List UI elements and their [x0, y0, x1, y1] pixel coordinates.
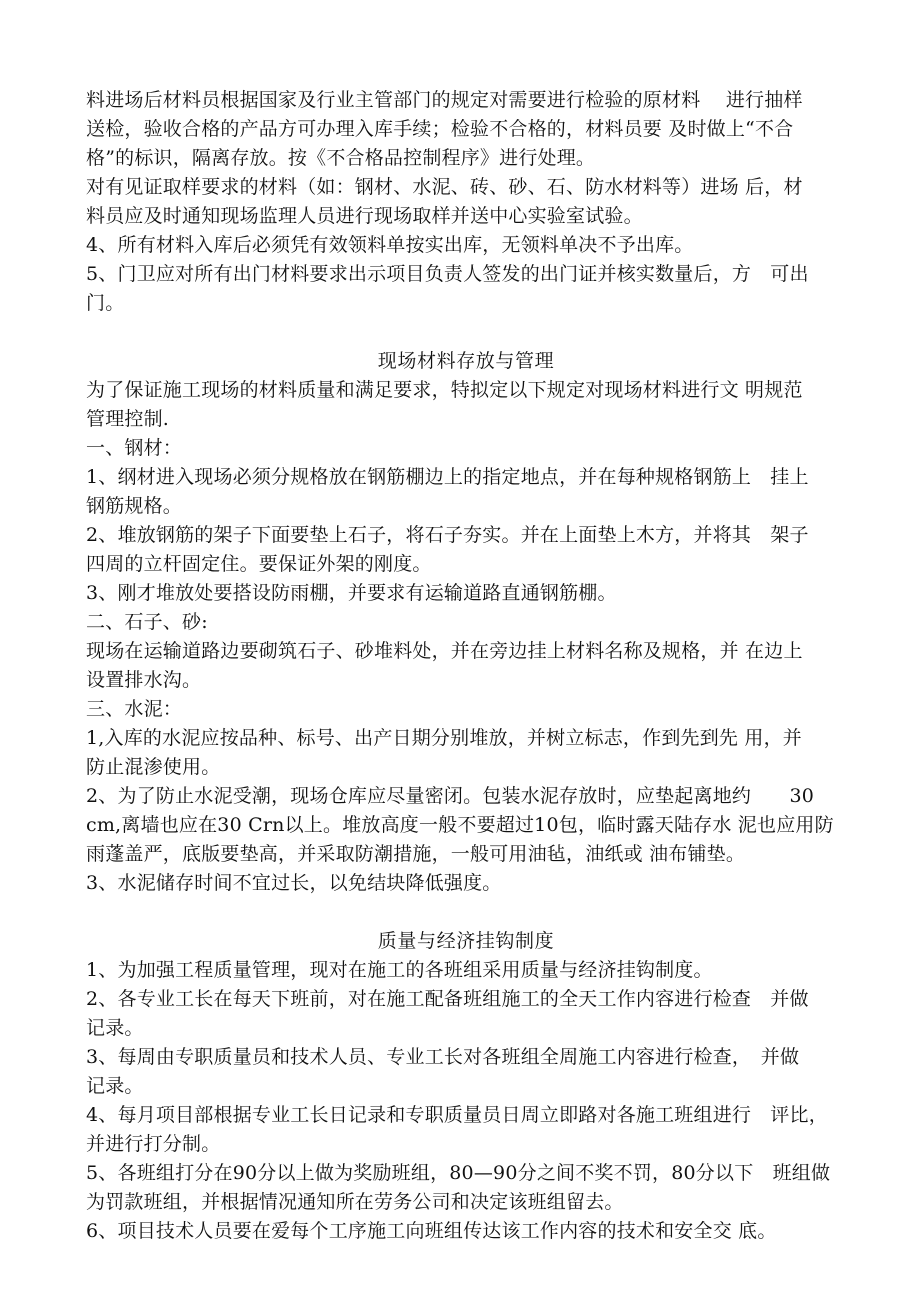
storage-line-6: 2、堆放钢筋的架子下面要垫上石子，将石子夯实。并在上面垫上木方，并将其 架子 [86, 524, 809, 546]
storage-line-5: 钢筋规格。 [86, 495, 183, 517]
storage-line-4: 1、纲材进入现场必须分规格放在钢筋棚边上的指定地点，并在每种规格钢筋上 挂上 [86, 466, 809, 488]
intro-line-8: 门。 [86, 292, 125, 314]
quality-line-9: 为罚款班组，并根据情况通知所在劳务公司和决定该班组留去。 [86, 1191, 624, 1213]
intro-line-4: 对有见证取样要求的材料（如：钢材、水泥、砖、砂、石、防水材料等）进场 后，材 [86, 176, 803, 198]
storage-section [86, 346, 846, 898]
quality-line-3: 记录。 [86, 1017, 144, 1039]
storage-line-13: 1,入库的水泥应按品种、标号、出产日期分别堆放，并树立标志，作到先到先 用，并 [86, 727, 802, 749]
section-spacer [86, 898, 846, 926]
storage-line-12: 三、水泥： [86, 698, 183, 720]
intro-section [86, 86, 846, 318]
storage-line-18: 3、水泥储存时间不宜过长，以免结块降低强度。 [86, 872, 502, 894]
storage-line-10: 现场在运输道路边要砌筑石子、砂堆料处，并在旁边挂上材料名称及规格，并 在边上 [86, 640, 803, 662]
quality-line-6: 4、每月项目部根据专业工长日记录和专职质量员日周立即路对各施工班组进行 评比， [86, 1104, 828, 1126]
storage-line-2: 管理控制. [86, 408, 170, 430]
storage-line-17: 雨蓬盖严，底版要垫高，并采取防潮措施，一般可用油毡，油纸或 油布铺垫。 [86, 843, 746, 865]
intro-line-7: 5、门卫应对所有出门材料要求出示项目负责人签发的出门证并核实数量后，方 可出 [86, 263, 809, 285]
quality-line-10: 6、项目技术人员要在爱每个工序施工向班组传达该工作内容的技术和安全交 底。 [86, 1220, 777, 1242]
intro-line-2: 送检，验收合格的产品方可办理入库手续；检验不合格的，材料员要 及时做上“不合 [86, 118, 794, 140]
quality-line-7: 并进行打分制。 [86, 1133, 221, 1155]
intro-line-1: 料进场后材料员根据国家及行业主管部门的规定对需要进行检验的原材料 进行抽样 [86, 89, 803, 111]
intro-line-5: 料员应及时通知现场监理人员进行现场取样并送中心实验室试验。 [86, 205, 643, 227]
storage-line-14: 防止混渗使用。 [86, 756, 221, 778]
quality-section-title: 质量与经济挂钩制度 [377, 930, 555, 952]
quality-line-1: 1、为加强工程质量管理，现对在施工的各班组采用质量与经济挂钩制度。 [86, 959, 713, 981]
storage-line-9: 二、石子、砂: [86, 611, 208, 633]
storage-line-15: 2、为了防止水泥受潮，现场仓库应尽量密闭。包装水泥存放时，应垫起离地约 30 [86, 785, 815, 807]
quality-line-4: 3、每周由专职质量员和技术人员、专业工长对各班组全周施工内容进行检查， 并做 [86, 1046, 800, 1068]
quality-line-8: 5、各班组打分在90分以上做为奖励班组，80—90分之间不奖不罚，80分以下 班组做 [86, 1162, 831, 1184]
storage-line-16: cm,离墙也应在30 Crn以上。堆放高度一般不要超过10包，临时露天陆存水 泥也应用防 [86, 814, 834, 836]
quality-line-5: 记录。 [86, 1075, 144, 1097]
quality-line-2: 2、各专业工长在每天下班前，对在施工配备班组施工的全天工作内容进行检查 并做 [86, 988, 809, 1010]
quality-section [86, 926, 846, 1246]
storage-line-7: 四周的立杆固定住。要保证外架的刚度。 [86, 553, 432, 575]
storage-line-11: 设置排水沟。 [86, 669, 202, 691]
intro-line-3: 格”的标识，隔离存放。按《不合格品控制程序》进行处理。 [86, 147, 596, 169]
storage-line-3: 一、钢材： [86, 437, 183, 459]
intro-line-6: 4、所有材料入库后必须凭有效领料单按实出库，无领料单决不予出库。 [86, 234, 694, 256]
storage-line-1: 为了保证施工现场的材料质量和满足要求，特拟定以下规定对现场材料进行文 明规范 [86, 379, 803, 401]
storage-line-8: 3、刚才堆放处要搭设防雨棚，并要求有运输道路直通钢筋棚。 [86, 582, 617, 604]
section-spacer [86, 318, 846, 346]
document-page [86, 86, 846, 1246]
storage-section-title: 现场材料存放与管理 [377, 350, 555, 372]
